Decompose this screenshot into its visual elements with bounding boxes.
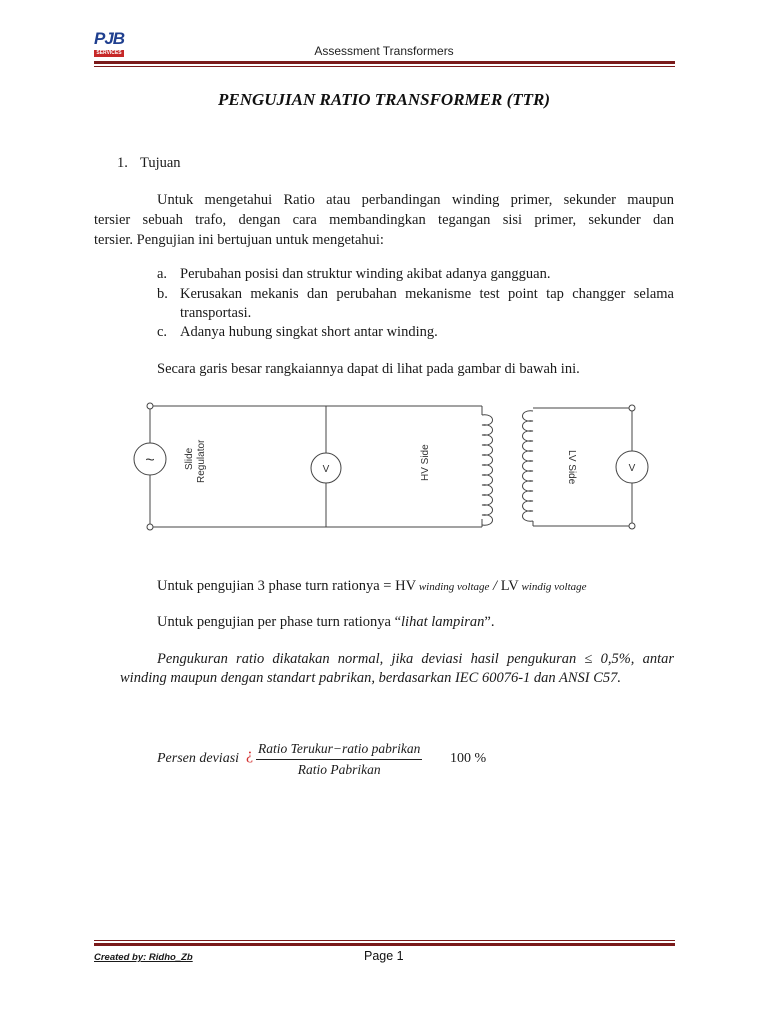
header-title: Assessment Transformers: [314, 44, 454, 58]
turn-ratio-prefix: Untuk pengujian 3 phase turn rationya =: [157, 578, 396, 594]
footer-author: Created by: Ridho_Zb: [94, 952, 193, 963]
figure-intro: Secara garis besar rangkaiannya dapat di lihat pada gambar di bawah ini.: [157, 361, 580, 377]
turn-ratio-lv: LV: [500, 578, 519, 594]
formula-denominator: Ratio Pabrikan: [297, 762, 381, 777]
ac-source-symbol: ~: [145, 452, 155, 469]
turn-ratio-slash: /: [489, 578, 501, 594]
logo-text: PJB: [94, 29, 125, 48]
terminal-bottom-left: [147, 524, 153, 530]
turn-ratio-hv: HV: [395, 578, 417, 594]
turn-ratio-lv-sub: windig voltage: [518, 581, 587, 593]
lv-side-label: LV Side: [566, 450, 577, 485]
turn-ratio-line: [157, 577, 587, 597]
list-item-b-cont: transportasi.: [180, 305, 252, 321]
list-item-c: Adanya hubung singkat short antar winding.: [180, 324, 438, 340]
section-number: 1.: [117, 155, 128, 171]
formula-fraction: [256, 741, 422, 778]
terminal-top-left: [147, 403, 153, 409]
per-phase-suffix: ”.: [484, 614, 495, 630]
formula-multiplier: 100 %: [450, 751, 487, 766]
list-item-b: Kerusakan mekanis dan perubahan mekanisme test point tap changger selama: [180, 286, 674, 302]
slide-label: Slide: [184, 447, 195, 470]
intro-line-1: Untuk mengetahui Ratio atau perbandingan winding primer, sekunder maupun: [157, 192, 674, 208]
circuit-diagram: [120, 395, 660, 540]
footer-page-number: Page 1: [364, 949, 404, 963]
normal-line-2: winding maupun dengan standart pabrikan, berdasarkan IEC 60076-1 dan ANSI C57.: [120, 670, 622, 686]
terminal-bottom-right: [629, 523, 635, 529]
formula-glyph: ¿: [246, 746, 254, 763]
turn-ratio-hv-sub: winding voltage: [416, 581, 490, 593]
footer-rule-thick: [94, 943, 675, 946]
terminal-top-right: [629, 405, 635, 411]
list-marker-b: b.: [157, 286, 168, 302]
per-phase-line: [157, 613, 494, 632]
intro-line-2: tersier sebuah trafo, dengan cara membandingkan tegangan sisi primer, sekunder dan: [94, 212, 674, 228]
formula-lhs: Persen deviasi: [157, 751, 240, 766]
footer-rule-thin: [94, 940, 675, 941]
list-item-a: Perubahan posisi dan struktur winding akibat adanya gangguan.: [180, 266, 551, 282]
header-rule-thick: [94, 61, 675, 64]
per-phase-prefix: Untuk pengujian per phase turn rationya “: [157, 614, 402, 630]
formula-numerator: Ratio Terukur−ratio pabrikan: [256, 741, 422, 760]
normal-line-1: Pengukuran ratio dikatakan normal, jika deviasi hasil pengukuran ≤ 0,5%, antar: [157, 651, 674, 667]
intro-line-3: tersier. Pengujian ini bertujuan untuk mengetahui:: [94, 232, 384, 248]
page-title: PENGUJIAN RATIO TRANSFORMER (TTR): [217, 90, 551, 109]
voltmeter-lv-symbol: V: [628, 463, 636, 474]
section-heading: Tujuan: [140, 155, 181, 171]
list-marker-a: a.: [157, 266, 168, 282]
header-rule-thin: [94, 66, 675, 67]
per-phase-emph: lihat lampiran: [401, 614, 485, 630]
regulator-label: Regulator: [196, 439, 207, 483]
list-marker-c: c.: [157, 324, 168, 340]
hv-side-label: HV Side: [420, 444, 431, 481]
voltmeter-hv-symbol: V: [322, 464, 330, 475]
logo-subtext: SERVICES: [94, 50, 124, 57]
